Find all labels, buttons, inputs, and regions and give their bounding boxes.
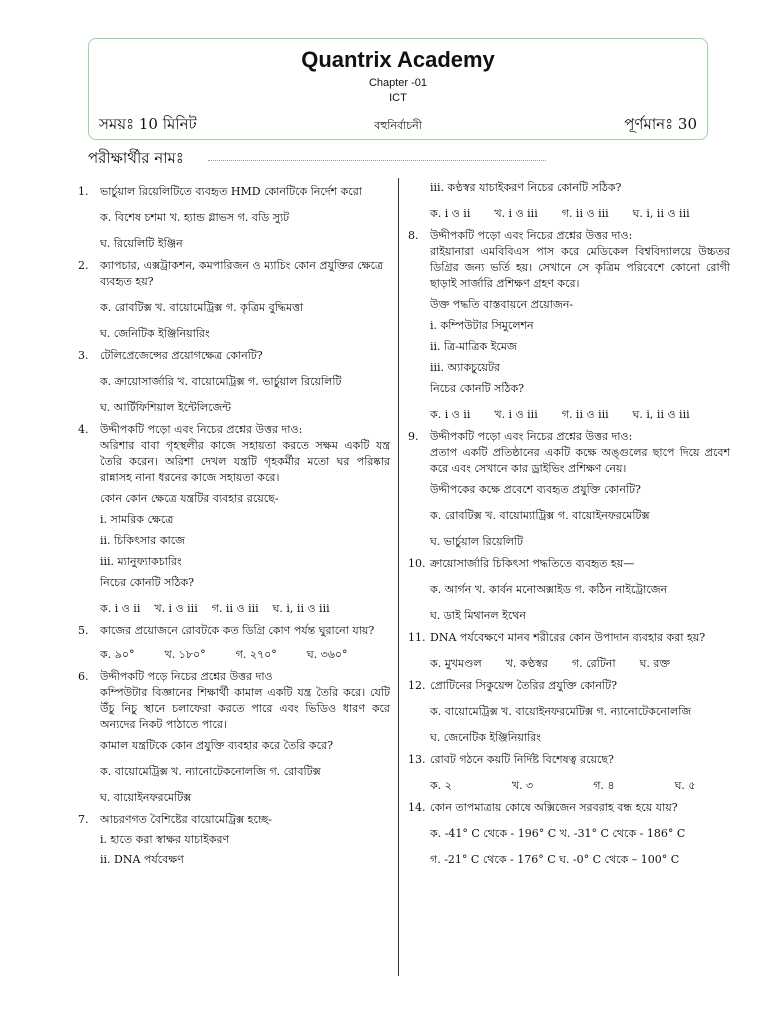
option-line: গ. -21° C থেকে - 176° C ঘ. -0° C থেকে – 100° C: [430, 853, 680, 866]
time-label: সময়ঃ 10 মিনিট: [99, 115, 197, 133]
option-line: ক. বায়োমেট্রিক্স খ. বায়োইনফরমেটিক্স গ. ন্যানোটেকনোলজি: [430, 705, 692, 718]
question-text: টেলিপ্রেজেন্সের প্রয়োগক্ষেত্র কোনটি?: [100, 349, 263, 362]
question-number: 13.: [408, 753, 426, 766]
stimulus-text: অরিশার বাবা গৃহস্থলীর কাজে সহায়তা করতে সক্ষম একটি যন্ত্র তৈরি করেন। অরিশা দেখল যন্ত্রটি গৃহকর্মীর মতো ঘর পরিষ্কার রান্নাসহ নানা ধরনের কাজে সহায়তা করে।: [100, 439, 390, 484]
question-3: [78, 348, 390, 416]
question-11: [408, 630, 730, 672]
statement-i: i. হাতে করা স্বাক্ষর যাচাইকরণ: [100, 833, 230, 846]
option-line: ঘ. জেনিটিক ইঞ্জিনিয়ারিং: [100, 327, 210, 340]
question-text: কাজের প্রয়োজনে রোবটকে কত ডিগ্রি কোণ পর্যন্ত ঘুরানো যায়?: [100, 624, 375, 637]
question-12: [408, 678, 730, 746]
question-prompt: উদ্দীপকের কক্ষে প্রবেশে ব্যবহৃত প্রযুক্তি কোনটি?: [430, 483, 641, 496]
question-number: 7.: [78, 813, 89, 826]
option-line: ঘ. আর্টিফিশিয়াল ইন্টেলিজেন্ট: [100, 401, 232, 414]
statement-i: i. কম্পিউটার সিমুলেশন: [430, 319, 534, 332]
full-marks-label: পূর্ণমানঃ 30: [624, 115, 697, 133]
option-line: ক. রোবটিক্স খ. বায়োমেট্রিক্স গ. কৃত্রিম বুদ্ধিমত্তা: [100, 301, 304, 314]
option-a: ক. i ও ii: [100, 602, 141, 615]
option-row: [430, 778, 730, 794]
question-text: উদ্দীপকটি পড়ে নিচের প্রশ্নের উত্তর দাও: [100, 670, 273, 683]
question-text: আচরণগত বৈশিষ্টের বায়োমেট্রিক্স হচ্ছে-: [100, 813, 273, 826]
question-number: 4.: [78, 423, 89, 436]
option-d: ঘ. i, ii ও iii: [632, 408, 690, 421]
question-4: [78, 422, 390, 617]
option-c: গ. ২৭০°: [235, 648, 277, 661]
option-b: খ. i ও iii: [494, 408, 538, 421]
option-line: ক. ক্রায়োসার্জারি খ. বায়োমেট্রিক্স গ. ভার্চুয়াল রিয়েলিটি: [100, 375, 342, 388]
question-prompt: নিচের কোনটি সঠিক?: [100, 576, 195, 589]
question-number: 9.: [408, 430, 419, 443]
question-1: [78, 184, 390, 252]
question-10: [408, 556, 730, 624]
stimulus-text: রাইয়ানারা এমবিবিএস পাস করে মেডিকেল বিশ্ববিদ্যালয়ে উচ্চতর ডিগ্রির জন্য ভর্তি হয়। সেখানে সে কৃত্রিম পরিবেশে কোনো রোগী ছাড়াই সার্জারি প্রশিক্ষণ গ্রহণ করে।: [430, 245, 730, 290]
question-text: উদ্দীপকটি পড়ো এবং নিচের প্রশ্নের উত্তর দাও:: [430, 430, 633, 443]
option-c: গ. ii ও iii: [211, 602, 259, 615]
question-number: 10.: [408, 557, 426, 570]
student-name-line: [208, 160, 546, 161]
student-name-label: পরীক্ষার্থীর নামঃ: [88, 149, 184, 167]
question-text: ভার্চুয়াল রিয়েলিটিতে ব্যবহৃত HMD কোনটিকে নির্দেশ করো: [100, 185, 362, 198]
option-a: ক. i ও ii: [430, 207, 471, 220]
option-line: ক. বায়োমেট্রিক্স খ. ন্যানোটেকনোলজি গ. রোবটিক্স: [100, 765, 321, 778]
option-line: ঘ. জেনেটিক ইঞ্জিনিয়ারিং: [430, 731, 541, 744]
option-b: খ. i ও iii: [154, 602, 198, 615]
option-row: [430, 407, 730, 423]
question-type-label: বহুনির্বাচনী: [374, 119, 422, 132]
question-prompt: কোন কোন ক্ষেত্রে যন্ত্রটির ব্যবহার রয়েছে-: [100, 492, 279, 505]
option-c: গ. ii ও iii: [561, 408, 609, 421]
question-9: [408, 429, 730, 550]
exam-header: [88, 38, 708, 140]
option-line: ঘ. ডাই মিথানল ইথেন: [430, 609, 526, 622]
question-text: উদ্দীপকটি পড়ো এবং নিচের প্রশ্নের উত্তর দাও:: [430, 229, 633, 242]
column-divider: [398, 178, 399, 976]
question-13: [408, 752, 730, 794]
question-14: [408, 800, 730, 868]
stimulus-text: প্রতাপ একটি প্রতিষ্ঠানের একটি কক্ষে অঙ্গুলের ছাপে দিয়ে প্রবেশ করে এবং সেখানে কার ড্রাইভিং প্রশিক্ষণ নেয়।: [430, 446, 730, 475]
option-b: খ. i ও iii: [494, 207, 538, 220]
option-c: গ. ৪: [593, 779, 615, 792]
right-column: [408, 180, 730, 868]
question-number: 6.: [78, 670, 89, 683]
question-text: ক্রায়োসার্জারি চিকিৎসা পদ্ধতিতে ব্যবহৃত হয়—: [430, 557, 635, 570]
option-line: ঘ. ভার্চুয়াল রিয়েলিটি: [430, 535, 524, 548]
question-5: [78, 623, 390, 663]
question-number: 12.: [408, 679, 426, 692]
question-text: রোবট গঠনে কয়টি নির্দিষ্ট বিশেষত্ব রয়েছে?: [430, 753, 614, 766]
statement-ii: ii. ত্রি-মাত্রিক ইমেজ: [430, 340, 517, 353]
statement-iii: iii. ম্যানুফ্যাকচারিং: [100, 555, 182, 568]
option-row: [100, 647, 390, 663]
question-prompt: উক্ত পদ্ধতি বাস্তবায়নে প্রয়োজন-: [430, 298, 574, 311]
question-number: 8.: [408, 229, 419, 242]
question-6: [78, 669, 390, 806]
question-number: 2.: [78, 259, 89, 272]
academy-title: Quantrix Academy: [301, 47, 495, 72]
statement-iii: iii. অ্যাকচুয়েটর: [430, 361, 501, 374]
question-text: DNA পর্যবেক্ষণে মানব শরীরের কোন উপাদান ব্যবহার করা হয়?: [430, 631, 706, 644]
option-c: গ. ii ও iii: [561, 207, 609, 220]
question-prompt: নিচের কোনটি সঠিক?: [430, 382, 525, 395]
option-line: ঘ. বায়োইনফরমেটিক্স: [100, 791, 192, 804]
option-b: খ. কণ্ঠস্বর: [505, 657, 548, 670]
question-7-continued: [408, 180, 730, 222]
option-row: [100, 601, 390, 617]
question-text: ক্যাপচার, এক্সট্রাকশন, কমপারিজন ও ম্যাচিং কোন প্রযুক্তির ক্ষেত্রে ব্যবহৃত হয়?: [100, 259, 384, 288]
question-text: কোন তাপমাত্রায় কোষে অক্সিজেন সরবরাহ বন্ধ হয়ে যায়?: [430, 801, 678, 814]
question-number: 5.: [78, 624, 89, 637]
option-line: ক. রোবটিক্স খ. বায়োম্যাট্রিক্স গ. বায়োইনফরমেটিক্স: [430, 509, 650, 522]
option-a: ক. i ও ii: [430, 408, 471, 421]
option-d: ঘ. i, ii ও iii: [632, 207, 690, 220]
option-d: ঘ. i, ii ও iii: [272, 602, 330, 615]
statement-ii: ii. DNA পর্যবেক্ষণ: [100, 853, 184, 866]
question-text: উদ্দীপকটি পড়ো এবং নিচের প্রশ্নের উত্তর দাও:: [100, 423, 303, 436]
option-d: ঘ. ৩৬০°: [306, 648, 348, 661]
option-row: [430, 656, 730, 672]
option-row: [430, 206, 730, 222]
option-d: ঘ. ৫: [674, 779, 696, 792]
option-line: ক. -41° C থেকে - 196° C খ. -31° C থেকে - 186° C: [430, 827, 686, 840]
option-a: ক. ২: [430, 779, 452, 792]
option-b: খ. ১৮০°: [164, 648, 206, 661]
question-number: 14.: [408, 801, 426, 814]
subject-label: ICT: [389, 92, 407, 104]
statement-iii: iii. কণ্ঠস্বর যাচাইকরণ নিচের কোনটি সঠিক?: [430, 181, 622, 194]
stimulus-text: কম্পিউটার বিজ্ঞানের শিক্ষার্থী কামাল একটি যন্ত্র তৈরি করে। যেটি উঁচু নিচু স্থানে চলাফেরা করতে পারে এবং ভিডিও ধারণ করে অন্যদের নিকট পাঠাতে পারে।: [100, 686, 390, 731]
question-2: [78, 258, 390, 342]
statement-ii: ii. চিকিৎসার কাজে: [100, 534, 185, 547]
option-line: ঘ. রিয়েলিটি ইঞ্জিন: [100, 237, 183, 250]
question-8: [408, 228, 730, 423]
option-b: খ. ৩: [511, 779, 534, 792]
question-number: 1.: [78, 185, 89, 198]
option-c: গ. রেটিনা: [571, 657, 616, 670]
question-number: 3.: [78, 349, 89, 362]
question-number: 11.: [408, 631, 426, 644]
option-line: ক. বিশেষ চশমা খ. হ্যান্ড গ্লাভস গ. বডি স্যুট: [100, 211, 290, 224]
question-prompt: কামাল যন্ত্রটিকে কোন প্রযুক্তি ব্যবহার করে তৈরি করে?: [100, 739, 333, 752]
left-column: [78, 184, 390, 868]
chapter-label: Chapter -01: [368, 77, 428, 89]
statement-i: i. সামরিক ক্ষেত্রে: [100, 513, 174, 526]
option-a: ক. মুখমণ্ডল: [430, 657, 482, 670]
option-line: ক. আর্গন খ. কার্বন মনোঅক্সাইড গ. কঠিন নাইট্রোজেন: [430, 583, 668, 596]
option-d: ঘ. রক্ত: [639, 657, 671, 670]
question-7: [78, 812, 390, 868]
question-text: প্রোটিনের সিকুয়েন্স তৈরির প্রযুক্তি কোনটি?: [430, 679, 617, 692]
option-a: ক. ৯০°: [100, 648, 135, 661]
